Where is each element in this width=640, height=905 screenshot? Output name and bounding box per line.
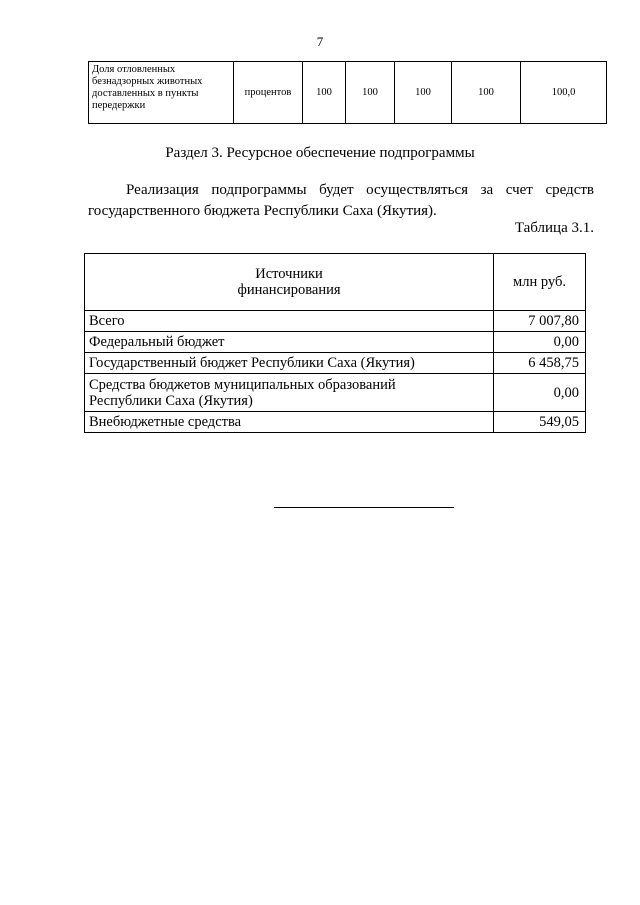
row-label: Федеральный бюджет [85, 332, 494, 353]
indicator-value: 100 [395, 62, 452, 124]
header-source: Источники финансирования [237, 266, 341, 298]
row-label: Средства бюджетов муниципальных образований Республики Саха (Якутия) [89, 376, 396, 409]
row-value: 0,00 [494, 374, 586, 412]
financing-table [84, 253, 586, 433]
table-row [89, 62, 607, 124]
table-row [85, 332, 586, 353]
indicator-value: 100,0 [521, 62, 607, 124]
table-row [85, 374, 586, 412]
indicator-unit: процентов [234, 62, 303, 124]
body-paragraph: Реализация подпрограммы будет осуществляться за счет средств государственного бюджета Республики Саха (Якутия). [88, 182, 594, 219]
section-title: Раздел 3. Ресурсное обеспечение подпрограммы [165, 145, 475, 161]
table-header-row [85, 254, 586, 311]
indicator-description: Доля отловленных безнадзорных животных доставленных в пункты передержки [89, 62, 234, 124]
indicator-value: 100 [346, 62, 395, 124]
row-value: 7 007,80 [494, 311, 586, 332]
row-label: Внебюджетные средства [85, 412, 494, 433]
table-row [85, 311, 586, 332]
row-value: 6 458,75 [494, 353, 586, 374]
header-unit: млн руб. [494, 254, 586, 311]
indicator-value: 100 [303, 62, 346, 124]
closing-divider-line [274, 507, 454, 508]
table-row [85, 353, 586, 374]
table-caption: Таблица 3.1. [514, 220, 594, 236]
row-value: 549,05 [494, 412, 586, 433]
indicator-table [88, 61, 607, 124]
row-label: Всего [85, 311, 494, 332]
row-label: Государственный бюджет Республики Саха (Якутия) [85, 353, 494, 374]
page-number: 7 [316, 34, 324, 49]
indicator-value: 100 [452, 62, 521, 124]
table-row [85, 412, 586, 433]
row-value: 0,00 [494, 332, 586, 353]
